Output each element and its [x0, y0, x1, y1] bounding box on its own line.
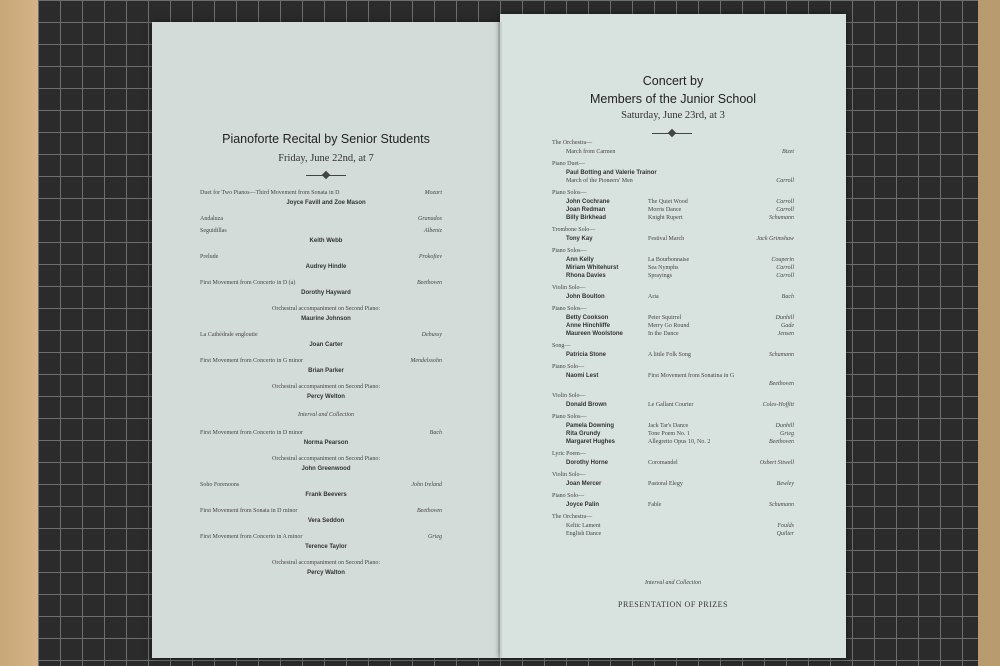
- composer: Gade: [781, 323, 794, 329]
- piece-title: Morris Dance: [648, 207, 682, 213]
- performer: Pamela Downing: [566, 423, 615, 429]
- recital-item2-performer: Percy Walton: [307, 570, 345, 576]
- section-heading: Piano Solos—: [552, 248, 587, 254]
- composer: Schumann: [769, 352, 794, 358]
- interval-label: Interval and Collection: [645, 580, 701, 586]
- composer: Quilter: [776, 531, 794, 537]
- composer: Bewley: [776, 481, 794, 487]
- composer: Granados: [417, 216, 442, 222]
- performer: Billy Birkhead: [566, 215, 607, 221]
- composer: Foulds: [777, 523, 794, 529]
- recital-item-performer: Percy Welton: [307, 394, 345, 400]
- concert-title-line1: Concert by: [642, 74, 704, 88]
- ornament-divider: [652, 130, 692, 136]
- recital-item-performer: Keith Webb: [309, 238, 343, 244]
- performer: John Boulton: [566, 294, 605, 300]
- piece-title: Pastoral Elegy: [648, 481, 683, 487]
- performer: Paul Botting and Valerie Trainor: [566, 170, 657, 176]
- composer: Jack Grimshaw: [756, 236, 794, 242]
- piece-title: Aria: [648, 294, 659, 300]
- piece-title: Knight Rupert: [648, 215, 683, 221]
- recital-title: Pianoforte Recital by Senior Students: [222, 132, 430, 146]
- recital-item2-performer: Terence Taylor: [305, 544, 347, 550]
- composer: Grieg: [428, 534, 442, 540]
- section-heading: Trombone Solo—: [552, 227, 596, 233]
- composer: Jensen: [777, 331, 794, 337]
- performer: Anne Hinchliffe: [566, 323, 611, 329]
- composer: Osbert Sitwell: [759, 460, 794, 466]
- piece-title: March of the Pioneers' Men: [566, 178, 633, 184]
- recital-item-piece: Orchestral accompaniment on Second Piano:: [272, 306, 380, 312]
- performer: Rita Grundy: [566, 431, 601, 437]
- composer: Bizet: [782, 149, 794, 155]
- composer: Schumann: [769, 502, 794, 508]
- section-heading: Piano Solo—: [552, 493, 585, 499]
- composer: Prokofiev: [418, 254, 442, 260]
- section-heading: Piano Solos—: [552, 414, 587, 420]
- composer: Albeniz: [424, 228, 442, 234]
- recital-item-piece: La Cathédrale engloutie Debussy: [200, 332, 442, 338]
- performer: Margaret Hughes: [566, 439, 616, 445]
- piece-title: La Bourbonnaise: [648, 257, 690, 263]
- recital-item-performer: Joyce Favill and Zoe Mason: [286, 200, 366, 206]
- composer: Schumann: [769, 215, 794, 221]
- composer: Grieg: [780, 431, 794, 437]
- recital-item2-performer: John Greenwood: [301, 466, 351, 472]
- composer: Dunhill: [775, 315, 794, 321]
- prizes-label: PRESENTATION OF PRIZES: [618, 600, 728, 609]
- recital-item-piece: Prelude Prokofiev: [200, 254, 442, 260]
- piece-title: Allegretto Opus 10, No. 2: [648, 439, 711, 445]
- composer: Beethoven: [769, 439, 794, 445]
- performer: John Cochrane: [566, 199, 610, 205]
- piece-title: First Movement from Sonatina in G: [648, 373, 735, 379]
- performer: Joyce Palin: [566, 502, 600, 508]
- recital-item-performer: Joan Carter: [309, 342, 343, 348]
- interval-label: Interval and Collection: [298, 412, 354, 418]
- piece-title: Fable: [648, 502, 662, 508]
- piece-title: Jack Tar's Dance: [648, 423, 689, 429]
- composer: Carroll: [776, 178, 794, 184]
- composer: Carroll: [776, 273, 794, 279]
- piece-title: Sprayings: [648, 273, 672, 279]
- section-heading: Piano Solos—: [552, 190, 587, 196]
- performer: Joan Redman: [566, 207, 606, 213]
- composer: Couperin: [771, 257, 794, 263]
- performer: Rhona Davies: [566, 273, 606, 279]
- piece-title: Peter Squirrel: [648, 315, 682, 321]
- piece-title: The Quiet Wood: [648, 199, 688, 205]
- page-fold: [498, 22, 502, 658]
- composer: John Ireland: [411, 482, 442, 488]
- performer: Donald Brown: [566, 402, 607, 408]
- performer: Dorothy Horne: [566, 460, 608, 466]
- section-heading: Piano Duet—: [552, 161, 585, 167]
- composer: Dunhill: [775, 423, 794, 429]
- piece-title: March from Carmen: [566, 149, 616, 155]
- composer: Beethoven: [417, 508, 442, 514]
- recital-item2-performer: Vera Seddon: [307, 518, 345, 524]
- composer: Beethoven: [769, 381, 794, 387]
- recital-item-performer: Brian Parker: [308, 368, 344, 374]
- composer: Mendelssohn: [410, 358, 442, 364]
- composer: Beethoven: [417, 280, 442, 286]
- recital-item2-piece: First Movement from Concerto in D minor Bach: [200, 430, 442, 436]
- recital-date: Friday, June 22nd, at 7: [278, 153, 374, 164]
- piece-title: Tone Poem No. 1: [648, 431, 690, 437]
- composer: Mozart: [424, 190, 442, 196]
- composer: Carroll: [776, 265, 794, 271]
- recital-item-performer: Audrey Hindle: [305, 264, 347, 270]
- composer: Carroll: [776, 199, 794, 205]
- piece-title: In the Dance: [648, 331, 679, 337]
- section-heading: Violin Solo—: [552, 393, 586, 399]
- recital-item2-piece: First Movement from Sonata in D minor Beethoven: [200, 508, 442, 514]
- recital-item2-performer: Norma Pearson: [303, 440, 349, 446]
- section-heading: Violin Solo—: [552, 472, 586, 478]
- left-page: [152, 22, 500, 658]
- recital-item-performer: Dorothy Hayward: [301, 290, 351, 296]
- performer: Patricia Stone: [566, 352, 607, 358]
- composer: Carroll: [776, 207, 794, 213]
- recital-item-piece: Duet for Two Pianos—Third Movement from Sonata in D Mozart: [200, 190, 442, 196]
- piece-title: English Dance: [566, 531, 602, 537]
- right-page: [500, 14, 846, 658]
- section-heading: Violin Solo—: [552, 285, 586, 291]
- recital-item-piece: Andaluza Granados: [200, 216, 442, 222]
- recital-item2-piece: Orchestral accompaniment on Second Piano:: [272, 456, 380, 462]
- section-heading: Lyric Poem—: [552, 451, 586, 457]
- piece-title: Festival March: [648, 236, 685, 242]
- section-heading: The Orchestra—: [552, 140, 593, 146]
- recital-item2-piece: Orchestral accompaniment on Second Piano:: [272, 560, 380, 566]
- performer: Ann Kelly: [566, 257, 594, 263]
- composer: Bach: [429, 430, 442, 436]
- performer: Miriam Whitehurst: [566, 265, 619, 271]
- piece-title: Sea Nymphs: [648, 265, 679, 271]
- recital-item-piece: Orchestral accompaniment on Second Piano:: [272, 384, 380, 390]
- recital-item2-piece: First Movement from Concerto in A minor Grieg: [200, 534, 442, 540]
- piece-title: Coromandel: [648, 460, 678, 466]
- recital-item-performer: Maurine Johnson: [301, 316, 351, 322]
- section-heading: The Orchestra—: [552, 514, 593, 520]
- piece-title: Le Gallant Courier: [648, 402, 694, 408]
- composer: Coles-Hoffitt: [762, 402, 794, 408]
- performer: Tony Kay: [566, 236, 593, 242]
- concert-date: Saturday, June 23rd, at 3: [621, 110, 725, 121]
- section-heading: Piano Solo—: [552, 364, 585, 370]
- performer: Maureen Woolstone: [566, 331, 623, 337]
- section-heading: Song—: [552, 343, 571, 349]
- performer: Betty Cookson: [566, 315, 609, 321]
- recital-item2-performer: Frank Beevers: [305, 492, 347, 498]
- piece-title: Merry Go Round: [648, 323, 690, 329]
- performer: Joan Mercer: [566, 481, 602, 487]
- recital-item-piece: Seguidillas Albeniz: [200, 228, 442, 234]
- piece-title: Keltic Lament: [566, 523, 601, 529]
- concert-title-line2: Members of the Junior School: [589, 92, 757, 106]
- performer: Naomi Lest: [566, 373, 599, 379]
- recital-item-piece: First Movement from Concerto in G minor Mendelssohn: [200, 358, 442, 364]
- recital-item-piece: First Movement from Concerto in D (a) Beethoven: [200, 280, 442, 286]
- section-heading: Piano Solos—: [552, 306, 587, 312]
- composer: Bach: [781, 294, 794, 300]
- composer: Debussy: [421, 332, 442, 338]
- piece-title: A little Folk Song: [648, 352, 691, 358]
- ornament-divider: [306, 172, 346, 178]
- recital-item2-piece: Soho Forenoons John Ireland: [200, 482, 442, 488]
